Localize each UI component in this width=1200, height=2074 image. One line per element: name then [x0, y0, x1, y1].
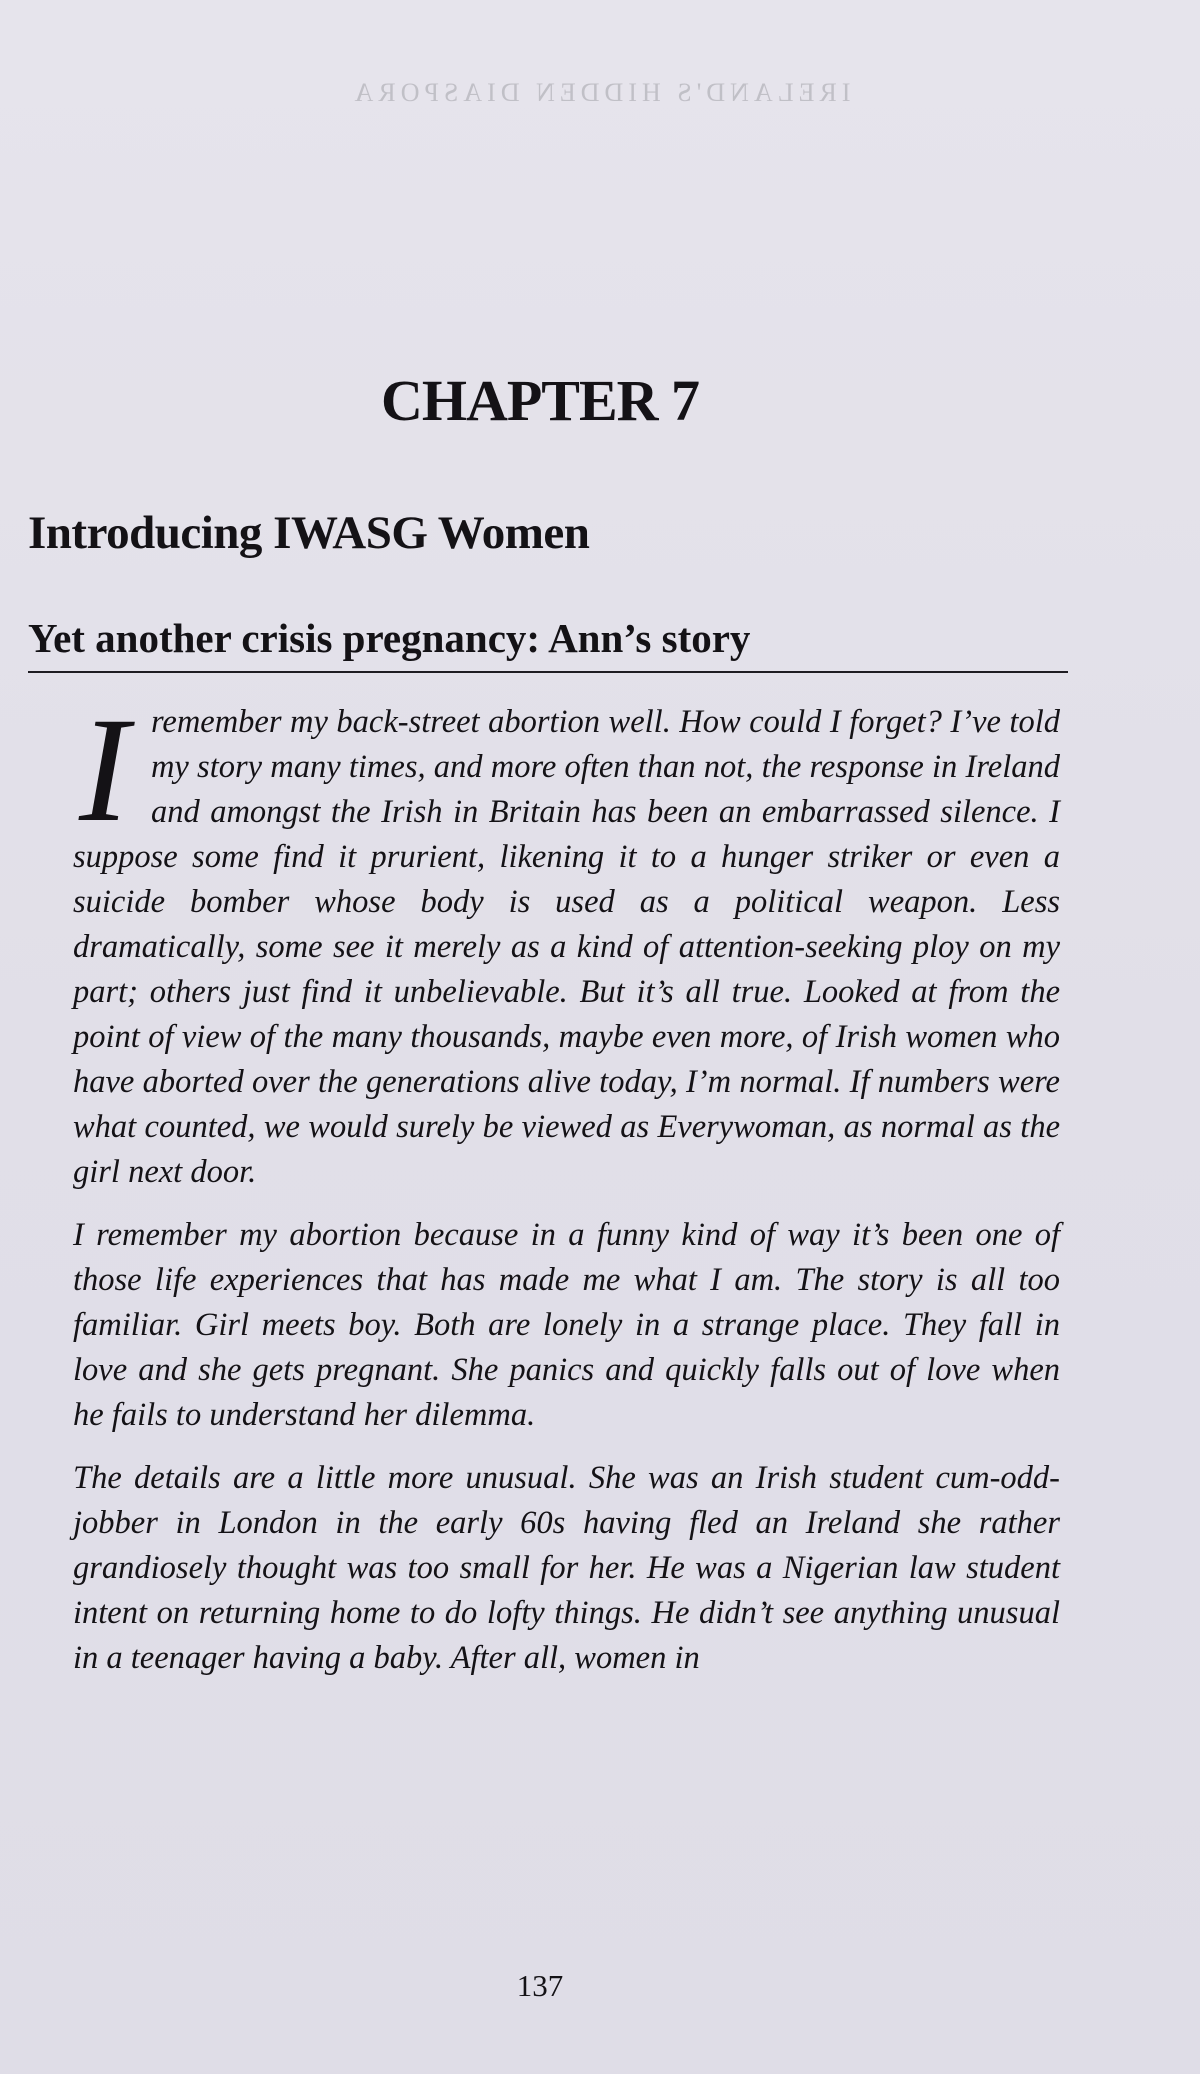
section-title: Introducing IWASG Women: [28, 507, 590, 559]
paragraph-2: I remember my abortion because in a funny kind of way it’s been one of those life experiences that has made me what I am. The story is all too familiar. Girl meets boy. Both are lonely in a strange place. They fall in love and she gets pregnant. She panics and quickly falls out of love when he fails to understand her dilemma.: [73, 1217, 1060, 1433]
bleed-through-running-head: IRELAND'S HIDDEN DIASPORA: [349, 78, 851, 107]
body-text: [73, 687, 1060, 1699]
paragraph-3: The details are a little more unusual. She was an Irish student cum-odd-jobber in London in the early 60s having fled an Ireland she rather grandiosely thought was too small for her. He was a Nigerian law student intent on returning home to do lofty things. He didn’t see anything unusual in a teenager having a baby. After all, women in: [73, 1460, 1060, 1676]
chapter-title: CHAPTER 7: [380, 368, 700, 433]
subsection-title: Yet another crisis pregnancy: Ann’s story: [28, 618, 1068, 673]
paragraph-1: [73, 687, 1060, 1195]
paragraph-1-text: remember my back-street abortion well. How could I forget? I’ve told my story many times, and more often than not, the response in Ireland and amongst the Irish in Britain has been an embarrassed silence. I suppose some find it prurient, likening it to a hunger striker or even a suicide bomber whose body is used as a political weapon. Less dramatically, some see it merely as a kind of attention-seeking ploy on my part; others just find it unbelievable. But it’s all true. Looked at from the point of view of the many thousands, maybe even more, of Irish women who have aborted over the generations alive today, I’m normal. If numbers were what counted, we would surely be viewed as Everywoman, as normal as the girl next door.: [73, 704, 1060, 1190]
drop-cap: I: [79, 687, 129, 853]
page-number: 137: [516, 1968, 564, 2003]
